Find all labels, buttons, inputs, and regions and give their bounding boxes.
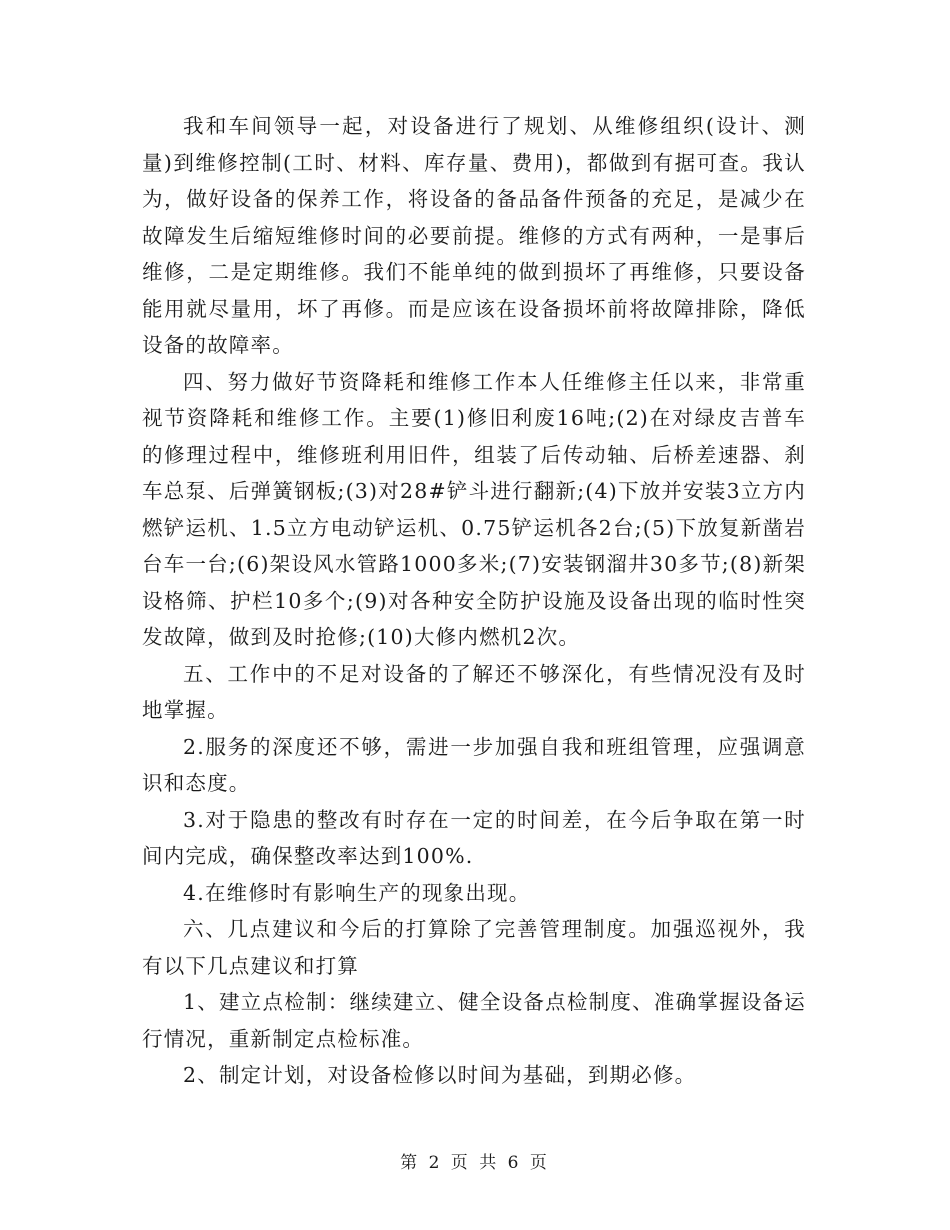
document-body bbox=[142, 108, 806, 1094]
paragraph-shortcomings: 五、工作中的不足对设备的了解还不够深化，有些情况没有及时地掌握。 bbox=[142, 661, 806, 722]
paragraph-maintenance-planning: 我和车间领导一起，对设备进行了规划、从维修组织(设计、测量)到维修控制(工时、材料、库存量、费用)，都做到有据可查。我认为，做好设备的保养工作，将设备的备品备件预备的充足，是减少在故障发生后缩短维修时间的必要前提。维修的方式有两种，一是事后维修，二是定期维修。我们不能单纯的做到损坏了再维修，只要设备能用就尽量用，坏了再修。而是应该在设备损坏前将故障排除，降低设备的故障率。 bbox=[142, 114, 806, 357]
paragraph-shortcoming-2: 2.服务的深度还不够，需进一步加强自我和班组管理，应强调意识和态度。 bbox=[142, 734, 806, 795]
paragraph-suggestion-1: 1、建立点检制：继续建立、健全设备点检制度、准确掌握设备运行情况，重新制定点检标准。 bbox=[142, 990, 806, 1051]
paragraph-suggestions: 六、几点建议和今后的打算除了完善管理制度。加强巡视外，我有以下几点建议和打算 bbox=[142, 917, 806, 978]
paragraph-suggestion-2: 2、制定计划，对设备检修以时间为基础，到期必修。 bbox=[183, 1063, 697, 1087]
paragraph-shortcoming-3: 3.对于隐患的整改有时存在一定的时间差，在今后争取在第一时间内完成，确保整改率达到100%. bbox=[142, 807, 806, 868]
paragraph-cost-saving: 四、努力做好节资降耗和维修工作本人任维修主任以来，非常重视节资降耗和维修工作。主要(1)修旧利废16吨;(2)在对绿皮吉普车的修理过程中，维修班利用旧件，组装了后传动轴、后桥差速器、刹车总泵、后弹簧钢板;(3)对28#铲斗进行翻新;(4)下放并安装3立方内燃铲运机、1.5立方电动铲运机、0.75铲运机各2台;(5)下放复新凿岩台车一台;(6)架设风水管路1000多米;(7)安装钢溜井30多节;(8)新架设格筛、护栏10多个;(9)对各种安全防护设施及设备出现的临时性突发故障，做到及时抢修;(10)大修内燃机2次。 bbox=[142, 369, 806, 649]
paragraph-shortcoming-4: 4.在维修时有影响生产的现象出现。 bbox=[183, 880, 531, 905]
page-footer: 第 2 页 共 6 页 bbox=[400, 1153, 550, 1173]
